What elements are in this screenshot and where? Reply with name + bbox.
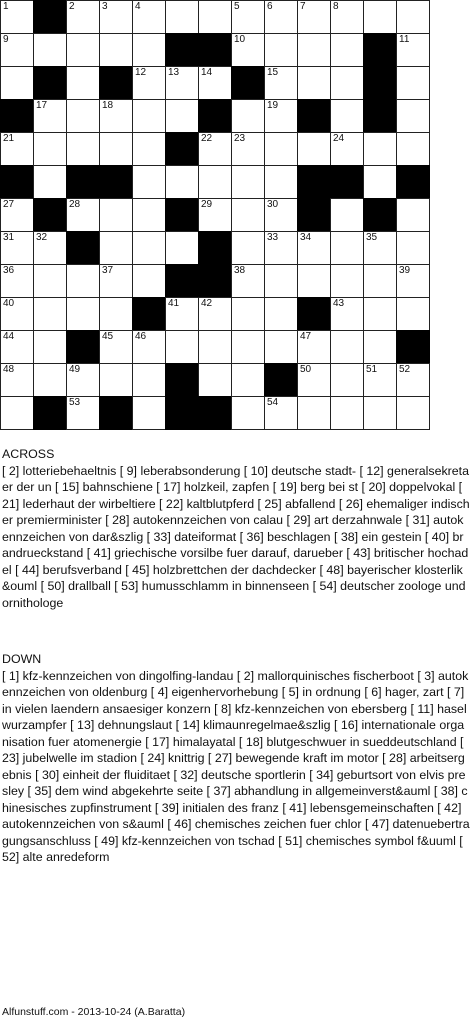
grid-cell[interactable] (231, 0, 265, 34)
grid-cell[interactable] (66, 33, 100, 67)
clue-number: 17 (36, 100, 48, 111)
grid-cell[interactable] (396, 198, 430, 232)
grid-cell[interactable] (363, 132, 397, 166)
grid-cell[interactable] (132, 363, 166, 397)
grid-cell[interactable] (132, 330, 166, 364)
grid-cell[interactable] (0, 231, 34, 265)
grid-cell[interactable] (198, 330, 232, 364)
clue-number: 4 (135, 1, 141, 12)
grid-cell[interactable] (231, 231, 265, 265)
grid-cell[interactable] (0, 363, 34, 397)
grid-cell[interactable] (132, 165, 166, 199)
grid-cell[interactable] (330, 396, 364, 430)
grid-cell[interactable] (330, 0, 364, 34)
grid-cell[interactable] (0, 297, 34, 331)
down-clues (2, 651, 470, 866)
grid-cell[interactable] (0, 396, 34, 430)
grid-block (165, 198, 199, 232)
across-heading: ACROSS (2, 447, 55, 461)
clue-number: 36 (3, 265, 15, 276)
grid-cell[interactable] (330, 33, 364, 67)
grid-cell[interactable] (132, 396, 166, 430)
grid-cell[interactable] (33, 165, 67, 199)
grid-block (99, 396, 133, 430)
grid-block (198, 231, 232, 265)
grid-block (198, 264, 232, 298)
clue-number: 22 (201, 133, 213, 144)
clue-number: 23 (234, 133, 246, 144)
grid-cell[interactable] (231, 198, 265, 232)
clue-number: 54 (267, 397, 279, 408)
grid-cell[interactable] (330, 132, 364, 166)
clue-number: 47 (300, 331, 312, 342)
grid-block (165, 264, 199, 298)
grid-block (198, 396, 232, 430)
grid-cell[interactable] (66, 297, 100, 331)
grid-block (66, 330, 100, 364)
grid-cell[interactable] (363, 231, 397, 265)
grid-block (231, 66, 265, 100)
grid-cell[interactable] (165, 99, 199, 133)
grid-cell[interactable] (330, 99, 364, 133)
grid-block (33, 396, 67, 430)
clue-number: 49 (69, 364, 81, 375)
grid-block (99, 165, 133, 199)
grid-cell[interactable] (396, 264, 430, 298)
grid-cell[interactable] (264, 99, 298, 133)
grid-cell[interactable] (132, 231, 166, 265)
clue-number: 34 (300, 232, 312, 243)
grid-cell[interactable] (132, 132, 166, 166)
grid-cell[interactable] (132, 264, 166, 298)
grid-cell[interactable] (231, 363, 265, 397)
clue-number: 1 (3, 1, 9, 12)
grid-block (297, 297, 331, 331)
clue-number: 18 (102, 100, 114, 111)
clue-number: 11 (399, 34, 410, 45)
grid-cell[interactable] (231, 396, 265, 430)
grid-cell[interactable] (33, 264, 67, 298)
clue-number: 15 (267, 67, 279, 78)
grid-block (198, 33, 232, 67)
grid-cell[interactable] (297, 33, 331, 67)
grid-cell[interactable] (66, 99, 100, 133)
grid-cell[interactable] (33, 33, 67, 67)
clue-number: 5 (234, 1, 240, 12)
grid-cell[interactable] (231, 264, 265, 298)
grid-cell[interactable] (297, 330, 331, 364)
grid-cell[interactable] (198, 363, 232, 397)
grid-cell[interactable] (99, 363, 133, 397)
grid-cell[interactable] (132, 198, 166, 232)
grid-cell[interactable] (264, 165, 298, 199)
grid-block (132, 297, 166, 331)
grid-cell[interactable] (330, 231, 364, 265)
grid-cell[interactable] (264, 330, 298, 364)
clue-number: 8 (333, 1, 339, 12)
grid-cell[interactable] (198, 132, 232, 166)
grid-cell[interactable] (99, 264, 133, 298)
grid-cell[interactable] (396, 99, 430, 133)
grid-cell[interactable] (165, 330, 199, 364)
grid-cell[interactable] (363, 0, 397, 34)
grid-block (396, 330, 430, 364)
grid-cell[interactable] (33, 99, 67, 133)
clue-number: 39 (399, 265, 411, 276)
grid-cell[interactable] (231, 330, 265, 364)
grid-block (33, 198, 67, 232)
grid-cell[interactable] (330, 264, 364, 298)
grid-cell[interactable] (0, 330, 34, 364)
grid-block (33, 66, 67, 100)
grid-cell[interactable] (99, 297, 133, 331)
clue-number: 40 (3, 298, 15, 309)
grid-cell[interactable] (264, 66, 298, 100)
grid-cell[interactable] (0, 0, 34, 34)
grid-cell[interactable] (33, 297, 67, 331)
grid-cell[interactable] (363, 396, 397, 430)
grid-cell[interactable] (264, 264, 298, 298)
grid-block (363, 66, 397, 100)
grid-cell[interactable] (99, 99, 133, 133)
grid-cell[interactable] (264, 231, 298, 265)
grid-block (363, 33, 397, 67)
clue-number: 24 (333, 133, 345, 144)
clue-number: 33 (267, 232, 279, 243)
grid-cell[interactable] (0, 33, 34, 67)
grid-cell[interactable] (0, 66, 34, 100)
clue-number: 29 (201, 199, 213, 210)
grid-cell[interactable] (99, 33, 133, 67)
clue-number: 7 (300, 1, 306, 12)
grid-block (33, 0, 67, 34)
grid-block (165, 363, 199, 397)
clue-number: 14 (201, 67, 213, 78)
grid-cell[interactable] (198, 297, 232, 331)
grid-cell[interactable] (297, 396, 331, 430)
grid-cell[interactable] (264, 0, 298, 34)
grid-cell[interactable] (33, 132, 67, 166)
grid-block (99, 66, 133, 100)
grid-cell[interactable] (165, 165, 199, 199)
grid-cell[interactable] (231, 297, 265, 331)
clue-number: 2 (69, 1, 75, 12)
grid-cell[interactable] (66, 396, 100, 430)
grid-block (297, 198, 331, 232)
grid-block (0, 99, 34, 133)
clue-number: 37 (102, 265, 114, 276)
grid-cell[interactable] (264, 297, 298, 331)
grid-cell[interactable] (231, 99, 265, 133)
grid-cell[interactable] (132, 66, 166, 100)
clue-number: 38 (234, 265, 246, 276)
clue-number: 53 (69, 397, 81, 408)
clue-number: 50 (300, 364, 312, 375)
grid-cell[interactable] (132, 33, 166, 67)
grid-cell[interactable] (165, 0, 199, 34)
grid-cell[interactable] (396, 297, 430, 331)
grid-cell[interactable] (396, 66, 430, 100)
grid-cell[interactable] (231, 165, 265, 199)
grid-cell[interactable] (0, 198, 34, 232)
grid-cell[interactable] (363, 297, 397, 331)
grid-cell[interactable] (198, 66, 232, 100)
clue-number: 35 (366, 232, 378, 243)
grid-cell[interactable] (330, 363, 364, 397)
grid-cell[interactable] (132, 99, 166, 133)
grid-cell[interactable] (165, 231, 199, 265)
grid-block (363, 99, 397, 133)
clue-number: 31 (3, 232, 15, 243)
clue-number: 19 (267, 100, 279, 111)
clue-number: 44 (3, 331, 15, 342)
grid-cell[interactable] (297, 0, 331, 34)
grid-cell[interactable] (297, 132, 331, 166)
grid-cell[interactable] (330, 198, 364, 232)
grid-cell[interactable] (66, 0, 100, 34)
grid-cell[interactable] (396, 231, 430, 265)
grid-cell[interactable] (297, 264, 331, 298)
grid-cell[interactable] (231, 132, 265, 166)
grid-block (0, 165, 34, 199)
grid-block (363, 198, 397, 232)
grid-block (396, 165, 430, 199)
crossword-grid (0, 0, 430, 430)
grid-cell[interactable] (33, 330, 67, 364)
grid-cell[interactable] (297, 231, 331, 265)
grid-cell[interactable] (99, 0, 133, 34)
grid-cell[interactable] (264, 33, 298, 67)
grid-cell[interactable] (396, 132, 430, 166)
across-clue-text: [ 2] lotteriebehaeltnis [ 9] leberabsonderung [ 10] deutsche stadt- [ 12] generalsekretaer der un [ 15] bahnschiene [ 17] holzkeil, zapfen [ 19] berg bei st [ 20] doppelvokal [ 21] lederhaut der wirbeltiere [ 22] kaltblutpferd [ 25] abfallend [ 26] ehemaliger indischer premierminister [ 28] autokennzeichen von calau [ 29] art derzahnwale [ 31] autokennzeichen von dar&szlig [ 33] dateiformat [ 36] beschlagen [ 38] ein gestein [ 40] brandrueckstand [ 41] griechische vorsilbe fuer darauf, darueber [ 43] britischer hochadel [ 44] berufsverband [ 45] holzbrettchen der dachdecker [ 48] bayerischer klosterlik&ouml [ 50] drallball [ 53] humusschlamm in binnenseen [ 54] deutscher zoologe und ornithologe (2, 463, 470, 610)
grid-block (165, 132, 199, 166)
grid-block (165, 396, 199, 430)
grid-block (198, 99, 232, 133)
clue-number: 52 (399, 364, 411, 375)
grid-cell[interactable] (0, 132, 34, 166)
clue-number: 46 (135, 331, 147, 342)
grid-cell[interactable] (396, 363, 430, 397)
grid-cell[interactable] (264, 132, 298, 166)
clue-number: 21 (3, 133, 15, 144)
grid-cell[interactable] (330, 297, 364, 331)
grid-cell[interactable] (99, 198, 133, 232)
grid-cell[interactable] (66, 264, 100, 298)
footer-credit: Alfunstuff.com - 2013-10-24 (A.Baratta) (2, 1006, 186, 1018)
grid-block (66, 231, 100, 265)
grid-cell[interactable] (165, 297, 199, 331)
grid-block (297, 165, 331, 199)
grid-cell[interactable] (198, 198, 232, 232)
grid-cell[interactable] (66, 132, 100, 166)
grid-block (297, 99, 331, 133)
clue-number: 51 (366, 364, 378, 375)
grid-cell[interactable] (66, 363, 100, 397)
grid-cell[interactable] (33, 231, 67, 265)
grid-cell[interactable] (99, 231, 133, 265)
grid-cell[interactable] (363, 165, 397, 199)
grid-cell[interactable] (396, 33, 430, 67)
grid-block (66, 165, 100, 199)
down-heading: DOWN (2, 652, 42, 666)
grid-cell[interactable] (396, 396, 430, 430)
grid-cell[interactable] (264, 198, 298, 232)
clue-number: 45 (102, 331, 114, 342)
grid-cell[interactable] (33, 363, 67, 397)
clue-number: 32 (36, 232, 48, 243)
clue-number: 12 (135, 67, 147, 78)
grid-cell[interactable] (99, 330, 133, 364)
grid-cell[interactable] (231, 33, 265, 67)
grid-cell[interactable] (330, 66, 364, 100)
clue-number: 6 (267, 1, 273, 12)
grid-cell[interactable] (132, 0, 166, 34)
clue-number: 48 (3, 364, 15, 375)
clue-number: 30 (267, 199, 279, 210)
clue-number: 41 (168, 298, 180, 309)
grid-cell[interactable] (297, 363, 331, 397)
grid-cell[interactable] (0, 264, 34, 298)
grid-cell[interactable] (66, 198, 100, 232)
clue-number: 42 (201, 298, 213, 309)
grid-cell[interactable] (198, 165, 232, 199)
clue-number: 3 (102, 1, 108, 12)
across-clues (2, 446, 470, 611)
clue-number: 28 (69, 199, 81, 210)
grid-cell[interactable] (363, 264, 397, 298)
grid-cell[interactable] (297, 66, 331, 100)
down-clue-text: [ 1] kfz-kennzeichen von dingolfing-landau [ 2] mallorquinisches fischerboot [ 3] autokennzeichen von oldenburg [ 4] eigenhervorhebung [ 5] in ordnung [ 6] hager, zart [ 7] in vielen laendern ansaesiger konzern [ 8] kfz-kennzeichen von ebersberg [ 11] haselwurzampfer [ 13] dehnungslaut [ 14] klimaunregelmae&szlig [ 16] internationale organisation fuer atomenergie [ 17] himalayatal [ 18] blutgeschwuer in sueddeutschland [ 23] jubelwelle im stadion [ 24] knittrig [ 27] bewegende kraft im motor [ 28] arbeitsergebnis [ 30] einheit der fluiditaet [ 32] deutsche sportlerin [ 34] geburtsort von elvis presley [ 35] dem wind abgekehrte seite [ 37] abhandlung in allgemeinverst&auml [ 38] chinesisches zupfinstrument [ 39] initialen des franz [ 41] lebensgemeinschaften [ 42] autokennzeichen von s&auml [ 46] chemisches zeichen fuer chlor [ 47] datenuebertragungsanschluss [ 49] kfz-kennzeichen von tschad [ 51] chemisches symbol f&uuml [ 52] alte anredeform (2, 668, 470, 864)
clue-number: 27 (3, 199, 15, 210)
grid-block (264, 363, 298, 397)
clue-number: 10 (234, 34, 246, 45)
grid-cell[interactable] (165, 66, 199, 100)
grid-cell[interactable] (264, 396, 298, 430)
grid-cell[interactable] (198, 0, 232, 34)
grid-cell[interactable] (330, 330, 364, 364)
grid-cell[interactable] (99, 132, 133, 166)
grid-block (165, 33, 199, 67)
clue-number: 43 (333, 298, 345, 309)
grid-cell[interactable] (363, 363, 397, 397)
clue-number: 9 (3, 34, 9, 45)
grid-cell[interactable] (66, 66, 100, 100)
grid-cell[interactable] (363, 330, 397, 364)
grid-block (330, 165, 364, 199)
clue-number: 13 (168, 67, 180, 78)
grid-cell[interactable] (396, 0, 430, 34)
